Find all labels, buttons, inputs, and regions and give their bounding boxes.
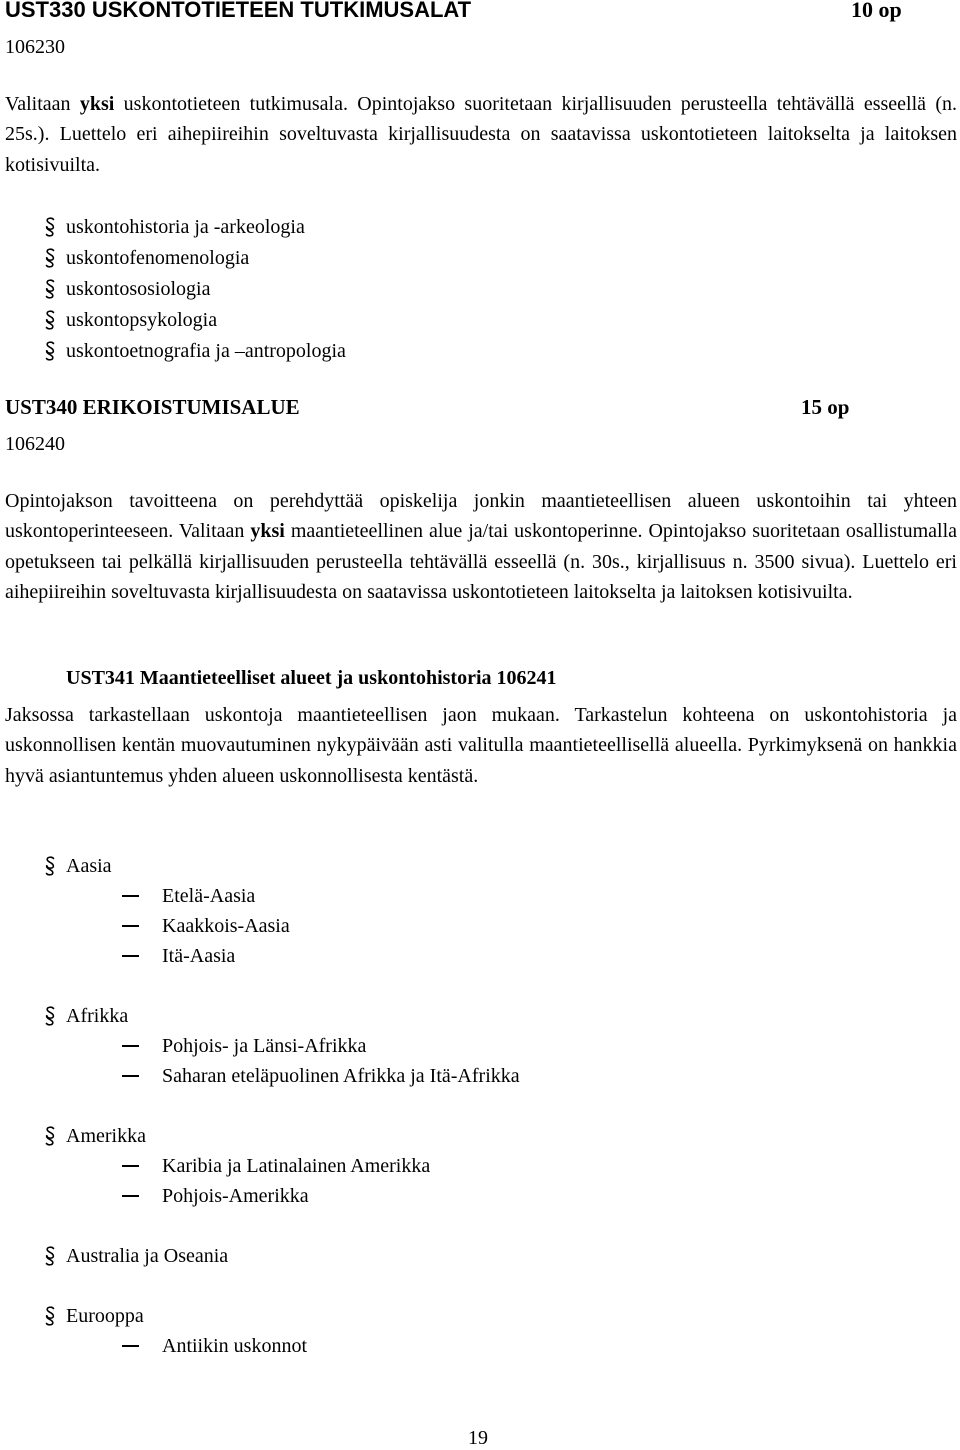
page-number: 19 bbox=[468, 1427, 488, 1449]
paragraph-text: Opintojakson tavoitteena on perehdyttää opiskelija jonkin maantieteellisen alueen uskontoihin tai yhteen uskontoperinteeseen. Valitaan bbox=[5, 490, 957, 543]
subregion-label: Pohjois-Amerikka bbox=[162, 1185, 309, 1207]
dash-bullet-icon bbox=[122, 1195, 139, 1197]
region-label: Aasia bbox=[66, 855, 112, 877]
subregion-label: Karibia ja Latinalainen Amerikka bbox=[162, 1155, 431, 1177]
section-sign-bullet-icon bbox=[44, 1006, 56, 1026]
subregion-label: Antiikin uskonnot bbox=[162, 1335, 308, 1357]
region-label: Australia ja Oseania bbox=[66, 1245, 229, 1267]
subregion-label: Saharan eteläpuolinen Afrikka ja Itä-Afrikka bbox=[162, 1065, 520, 1087]
dash-bullet-icon bbox=[122, 1345, 139, 1347]
topic-label: uskontoetnografia ja –antropologia bbox=[66, 340, 346, 362]
dash-bullet-icon bbox=[122, 1075, 139, 1077]
dash-bullet-icon bbox=[122, 1045, 139, 1047]
section-sign-bullet-icon bbox=[44, 856, 56, 876]
emphasis-text: yksi bbox=[250, 520, 285, 543]
paragraph-text: maantieteellinen alue ja/tai uskontoperinne. Opintojakso suoritetaan osallistumalla opetukseen tai pelkällä kirjallisuuden perusteella tehtävällä esseellä (n. 30s., kirjallisuus n. 3500 sivua). Luettelo eri aihepiireihin soveltuvasta kirjallisuudesta on saatavissa uskontotieteen laitokselta ja laitoksen kotisivuilta. bbox=[5, 520, 957, 603]
course-credits: 10 op bbox=[851, 0, 902, 22]
course-code: 106240 bbox=[5, 433, 65, 455]
course-code: 106230 bbox=[5, 36, 65, 58]
topic-label: uskontofenomenologia bbox=[66, 247, 250, 269]
course-heading-ust340 bbox=[5, 395, 905, 419]
course-description-ust330 bbox=[5, 89, 957, 180]
subcourse-title-ust341: UST341 Maantieteelliset alueet ja uskontohistoria 106241 bbox=[66, 667, 557, 689]
subregion-label: Pohjois- ja Länsi-Afrikka bbox=[162, 1035, 367, 1057]
section-sign-bullet-icon bbox=[44, 341, 56, 361]
region-label: Amerikka bbox=[66, 1125, 146, 1147]
section-sign-bullet-icon bbox=[44, 279, 56, 299]
region-label: Afrikka bbox=[66, 1005, 129, 1027]
subregion-label: Itä-Aasia bbox=[162, 945, 236, 967]
region-label: Eurooppa bbox=[66, 1305, 144, 1327]
course-description-ust340 bbox=[5, 486, 957, 607]
section-sign-bullet-icon bbox=[44, 217, 56, 237]
subregion-label: Etelä-Aasia bbox=[162, 885, 256, 907]
section-sign-bullet-icon bbox=[44, 1306, 56, 1326]
subcourse-description-ust341: Jaksossa tarkastellaan uskontoja maantieteellisen jaon mukaan. Tarkastelun kohteena on uskontohistoria ja uskonnollisen kentän muovautuminen nykypäivään asti valitulla maantieteellisellä alueella. Pyrkimyksenä on hankkia hyvä asiantuntemus yhden alueen uskonnollisesta kentästä. bbox=[5, 704, 957, 787]
course-credits: 15 op bbox=[801, 395, 850, 419]
dash-bullet-icon bbox=[122, 895, 139, 897]
course-title: UST330 USKONTOTIETEEN TUTKIMUSALAT bbox=[5, 0, 472, 22]
dash-bullet-icon bbox=[122, 955, 139, 957]
section-sign-bullet-icon bbox=[44, 248, 56, 268]
course-title: UST340 ERIKOISTUMISALUE bbox=[5, 395, 300, 419]
emphasis-text: yksi bbox=[79, 93, 115, 115]
paragraph-text: Valitaan bbox=[5, 93, 80, 115]
paragraph-text: uskontotieteen tutkimusala. Opintojakso suoritetaan kirjallisuuden perusteella tehtävällä esseellä (n. 25s.). Luettelo eri aihepiireihin soveltuvasta kirjallisuudesta on saatavissa uskontotieteen laitokselta ja laitoksen kotisivuilta. bbox=[5, 93, 958, 176]
dash-bullet-icon bbox=[122, 925, 139, 927]
topic-label: uskontopsykologia bbox=[66, 309, 218, 331]
subregion-label: Kaakkois-Aasia bbox=[162, 915, 290, 937]
section-sign-bullet-icon bbox=[44, 310, 56, 330]
course-heading-ust330 bbox=[5, 0, 905, 22]
topic-label: uskontososiologia bbox=[66, 278, 211, 300]
topic-label: uskontohistoria ja -arkeologia bbox=[66, 216, 305, 238]
dash-bullet-icon bbox=[122, 1165, 139, 1167]
section-sign-bullet-icon bbox=[44, 1246, 56, 1266]
section-sign-bullet-icon bbox=[44, 1126, 56, 1146]
